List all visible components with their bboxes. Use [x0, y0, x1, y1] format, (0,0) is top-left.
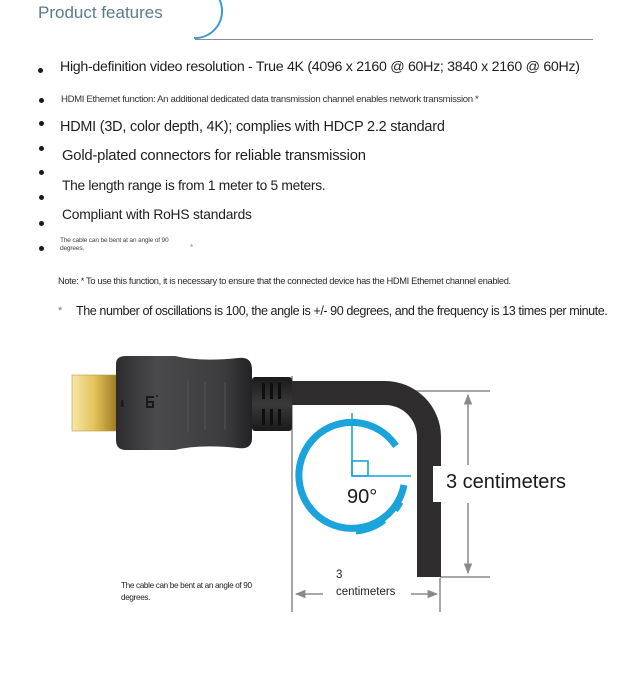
bullet-icon: [38, 68, 43, 73]
horizontal-dimension-unit: centimeters: [336, 586, 396, 598]
bullet-icon: [39, 121, 44, 126]
header-arc-decoration: [182, 0, 242, 40]
feature-item-ethernet: HDMI Ethernet function: An additional dedicated data transmission channel enables network transmission *: [61, 94, 479, 105]
feature-item-bend-angle: The cable can be bent at an angle of 90 degrees.: [60, 237, 169, 252]
feature-item-length: The length range is from 1 meter to 5 meters.: [62, 178, 326, 193]
horizontal-dimension-value: 3: [336, 569, 343, 581]
vertical-dimension-label: 3 centimeters: [436, 469, 570, 497]
feature-item-hdcp: HDMI (3D, color depth, 4K); complies with HDCP 2.2 standard: [60, 119, 445, 135]
feature-item-resolution: High-definition video resolution - True 4K (4096 x 2160 @ 60Hz; 3840 x 2160 @ 60Hz): [60, 59, 580, 75]
bullet-icon: [39, 221, 44, 226]
oscillation-spec: The number of oscillations is 100, the angle is +/- 90 degrees, and the frequency is 13 times per minute.: [76, 304, 608, 318]
feature-item-gold-plated: Gold-plated connectors for reliable transmission: [62, 148, 366, 164]
bullet-icon: [39, 170, 44, 175]
section-title: Product features: [38, 3, 163, 22]
footnote: Note: * To use this function, it is necessary to ensure that the connected device has the HDMI Ethemet channel enabled.: [58, 276, 511, 286]
diagram-caption: The cable can be bent at an angle of 90 degrees.: [121, 581, 252, 602]
bullet-icon: [39, 146, 44, 151]
asterisk-icon: *: [190, 243, 194, 252]
angle-label: 90°: [347, 486, 378, 508]
asterisk-icon: *: [58, 305, 63, 317]
feature-item-rohs: Compliant with RoHS standards: [62, 207, 252, 222]
bullet-icon: [39, 98, 44, 103]
bullet-icon: [39, 246, 44, 251]
header-divider: [195, 39, 593, 40]
bullet-icon: [39, 195, 44, 200]
